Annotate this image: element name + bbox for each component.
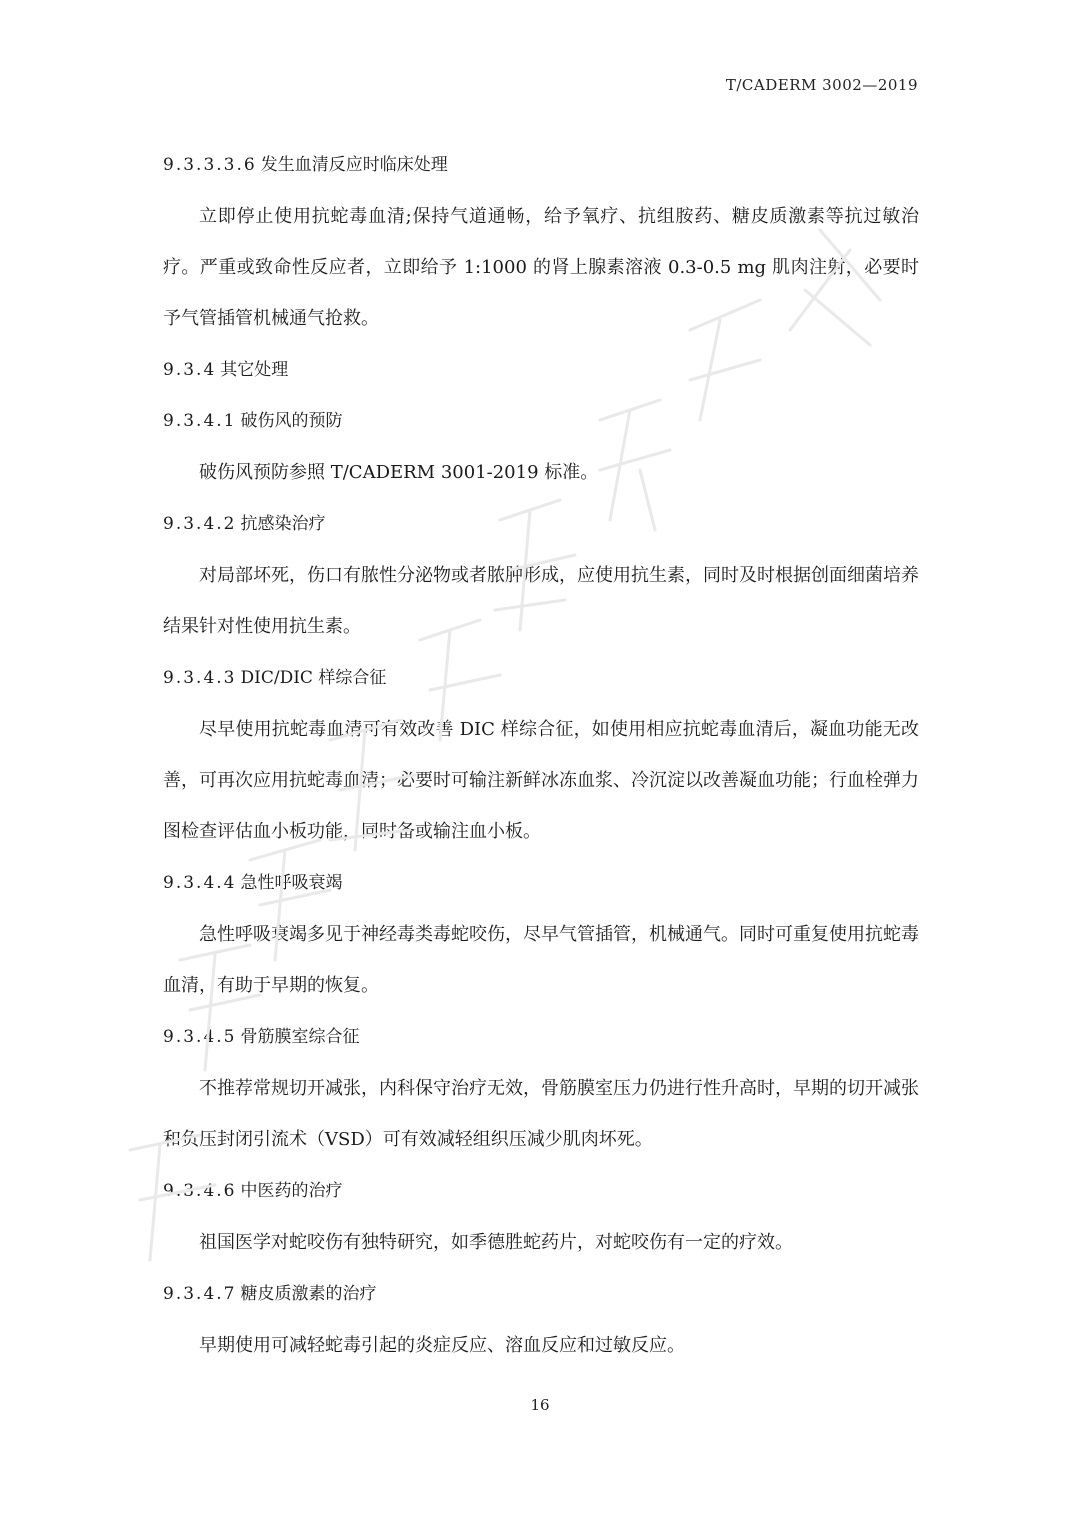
section-heading bbox=[163, 353, 919, 387]
section-title: 破伤风的预防 bbox=[240, 411, 343, 431]
section-heading bbox=[163, 1277, 919, 1311]
section-paragraph: 对局部坏死，伤口有脓性分泌物或者脓肿形成，应使用抗生素，同时及时根据创面细菌培养结果针对性使用抗生素。 bbox=[163, 565, 919, 637]
section-paragraph: 尽早使用抗蛇毒血清可有效改善 DIC 样综合征，如使用相应抗蛇毒血清后，凝血功能无改善，可再次应用抗蛇毒血清；必要时可输注新鲜冰冻血浆、冷沉淀以改善凝血功能；行血栓弹力图检查评估血小板功能，同时备或输注血小板。 bbox=[163, 719, 919, 842]
section-title: 中医药的治疗 bbox=[240, 1181, 343, 1201]
section-number: 9.3.4.6 bbox=[163, 1181, 237, 1201]
section-number: 9.3.4.1 bbox=[163, 411, 237, 431]
section-heading bbox=[163, 866, 919, 900]
section-paragraph: 急性呼吸衰竭多见于神经毒类毒蛇咬伤，尽早气管插管，机械通气。同时可重复使用抗蛇毒血清，有助于早期的恢复。 bbox=[163, 924, 919, 996]
page-number: 16 bbox=[530, 1396, 550, 1414]
section-number: 9.3.4.7 bbox=[163, 1284, 237, 1304]
section-title: 发生血清反应时临床处理 bbox=[260, 155, 448, 175]
section-number: 9.3.4 bbox=[163, 360, 217, 380]
section-heading bbox=[163, 1174, 919, 1208]
section-number: 9.3.4.5 bbox=[163, 1027, 237, 1047]
section-heading bbox=[163, 1020, 919, 1054]
section-heading bbox=[163, 404, 919, 438]
section-title: 其它处理 bbox=[220, 360, 289, 380]
section-title: 急性呼吸衰竭 bbox=[240, 873, 343, 893]
section-number: 9.3.3.3.6 bbox=[163, 155, 257, 175]
section-paragraph: 不推荐常规切开减张，内科保守治疗无效，骨筋膜室压力仍进行性升高时，早期的切开减张和负压封闭引流术（VSD）可有效减轻组织压减少肌肉坏死。 bbox=[163, 1078, 919, 1150]
section-title: 骨筋膜室综合征 bbox=[240, 1027, 360, 1047]
section-title: DIC/DIC 样综合征 bbox=[240, 668, 387, 688]
section-paragraph: 早期使用可减轻蛇毒引起的炎症反应、溶血反应和过敏反应。 bbox=[199, 1335, 685, 1356]
section-number: 9.3.4.4 bbox=[163, 873, 237, 893]
section-heading bbox=[163, 507, 919, 541]
section-heading bbox=[163, 661, 919, 695]
section-paragraph: 立即停止使用抗蛇毒血清;保持气道通畅，给予氧疗、抗组胺药、糖皮质激素等抗过敏治疗。严重或致命性反应者，立即给予 1:1000 的肾上腺素溶液 0.3-0.5 mg 肌肉注射，必要时予气管插管机械通气抢救。 bbox=[163, 206, 919, 329]
section-paragraph: 破伤风预防参照 T/CADERM 3001-2019 标准。 bbox=[199, 462, 599, 483]
section-number: 9.3.4.3 bbox=[163, 668, 237, 688]
section-number: 9.3.4.2 bbox=[163, 514, 237, 534]
section-title: 糖皮质激素的治疗 bbox=[240, 1284, 377, 1304]
section-title: 抗感染治疗 bbox=[240, 514, 326, 534]
section-paragraph: 祖国医学对蛇咬伤有独特研究，如季德胜蛇药片，对蛇咬伤有一定的疗效。 bbox=[199, 1232, 793, 1253]
document-code: T/CADERM 3002—2019 bbox=[725, 76, 918, 94]
document-body bbox=[163, 148, 919, 1380]
section-heading bbox=[163, 148, 919, 182]
